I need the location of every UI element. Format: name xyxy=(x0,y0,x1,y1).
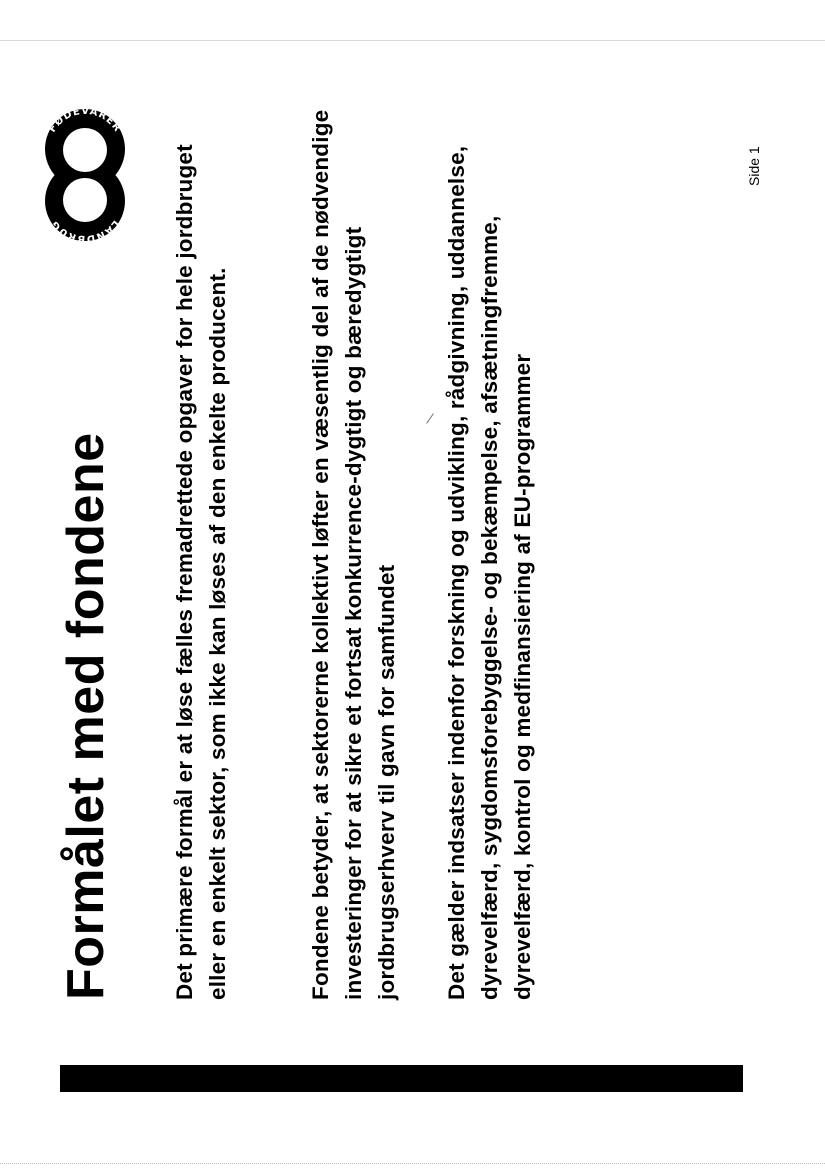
black-divider-bar xyxy=(60,1065,743,1092)
slide-title: Formålet med fondene xyxy=(57,432,115,1000)
slide-content xyxy=(57,30,780,1060)
logo-text-bottom: LANDBRUG xyxy=(48,217,122,244)
scan-edge-bottom xyxy=(0,1163,825,1165)
paragraph-purpose: Det primære formål er at løse fælles fremadrettede opgaver for hele jordbruget eller en enkelt sektor, som ikke kan løses af den enkelte producent. xyxy=(172,144,230,1000)
paragraph-scope: Det gælder indsatser indenfor forskning og udvikling, rådgivning, uddannelse, dyrevelfærd, sygdomsforebyggelse- og bekæmpelse, afsætningfremme, dyrevelfærd, kontrol og medfinansiering af EU-programmer xyxy=(444,145,535,1000)
logo-text-top: FØDEVARER xyxy=(47,106,123,135)
paragraph-meaning: Fondene betyder, at sektorerne kollektivt løfter en væsentlig del af de nødvendige investeringer for at sikre et fortsat konkurrence-dygtigt og bæredygtigt jordbrugserhverv til gavn for samfundet xyxy=(308,109,399,1000)
page-number: Side 1 xyxy=(746,146,762,186)
